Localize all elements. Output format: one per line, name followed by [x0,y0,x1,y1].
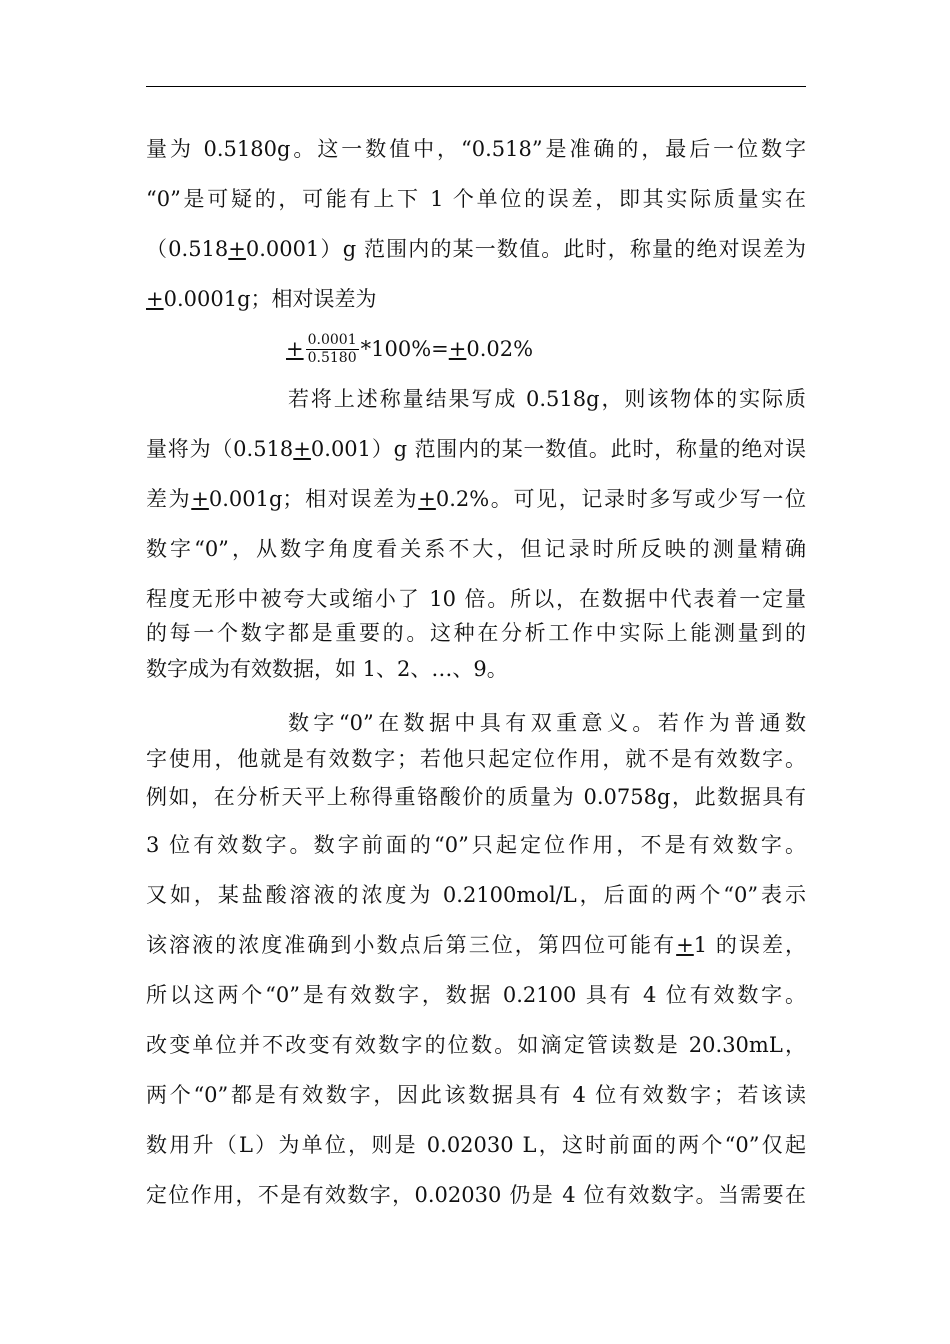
relative-error-formula [286,326,533,372]
text-segment: 0.001g；相对误差为 [208,487,419,511]
text-segment: 0.001）g 范围内的某一数值。此时，称量的绝对误 [310,437,806,461]
text-line [146,284,806,314]
formula-result: 0.02% [466,337,534,361]
fraction [306,332,359,367]
text-line: 3 位有效数字。数字前面的“0”只起定位作用，不是有效数字。 [146,833,806,857]
fraction-denominator: 0.5180 [307,349,357,366]
plus-minus-sign: + [293,437,311,461]
paragraph-first-line: 数字“0”在数据中具有双重意义。若作为普通数 [288,711,806,735]
text-line: 数用升（L）为单位，则是 0.02030 L，这时前面的两个“0”仅起 [146,1133,806,1157]
plus-minus-sign: + [448,337,467,361]
text-segment: 0.0001g；相对误差为 [163,287,377,311]
text-segment: 差为 [146,487,192,511]
text-line: 两个“0”都是有效数字，因此该数据具有 4 位有效数字；若该读 [146,1083,806,1107]
text-line: 字使用，他就是有效数字；若他只起定位作用，就不是有效数字。 [146,747,806,771]
text-line: 所以这两个“0”是有效数字，数据 0.2100 具有 4 位有效数字。 [146,983,806,1007]
text-segment: 该溶液的浓度准确到小数点后第三位，第四位可能有 [146,933,677,957]
text-line: 数字“0”，从数字角度看关系不大，但记录时所反映的测量精确 [146,537,806,561]
paragraph-first-line: 若将上述称量结果写成 0.518g，则该物体的实际质 [288,387,806,411]
text-segment: 0.2%。可见，记录时多写或少写一位 [435,487,806,511]
text-line: 又如，某盐酸溶液的浓度为 0.2100mol/L，后面的两个“0”表示 [146,883,806,907]
text-line: 定位作用，不是有效数字，0.02030 仍是 4 位有效数字。当需要在 [146,1183,806,1207]
text-line: 的每一个数字都是重要的。这种在分析工作中实际上能测量到的 [146,621,806,645]
plus-minus-sign: + [191,487,209,511]
text-line: 例如，在分析天平上称得重铬酸价的质量为 0.0758g，此数据具有 [146,785,806,809]
text-line [146,930,806,960]
plus-minus-sign: + [286,337,304,361]
header-rule [146,86,806,87]
text-line: 量为 0.5180g。这一数值中，“0.518”是准确的，最后一位数字 [146,137,806,161]
plus-minus-sign: + [228,237,246,261]
text-segment: 量将为（0.518 [146,437,294,461]
plus-minus-sign: + [146,287,164,311]
text-line: 数字成为有效数据，如 1、2、…、9。 [146,657,508,681]
text-line [146,234,806,264]
text-segment: 0.0001）g 范围内的某一数值。此时，称量的绝对误差为 [245,237,806,261]
text-line: 程度无形中被夸大或缩小了 10 倍。所以，在数据中代表着一定量 [146,587,806,611]
text-segment: （0.518 [146,237,229,261]
plus-minus-sign: + [418,487,436,511]
fraction-numerator: 0.0001 [307,331,357,348]
formula-text: *100%= [360,337,449,361]
text-line: 改变单位并不改变有效数字的位数。如滴定管读数是 20.30mL， [146,1033,806,1057]
text-segment: 1 的误差， [693,933,806,957]
text-line [146,434,806,464]
text-line: “0”是可疑的，可能有上下 1 个单位的误差，即其实际质量实在 [146,187,806,211]
plus-minus-sign: + [676,933,694,957]
text-line [146,484,806,514]
